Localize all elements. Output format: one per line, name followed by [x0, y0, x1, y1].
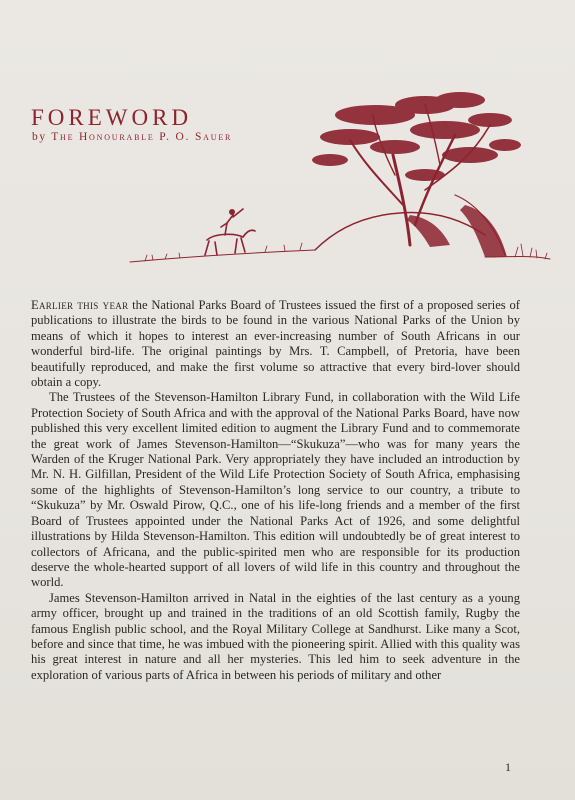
paragraph-2: The Trustees of the Stevenson-Hamilton Library Fund, in collaboration with the Wild Life Protection Society of South Africa and with the approval of the National Parks Board, have now published this very excellent limited edition to augment the Library Fund and to commemorate the great work of James Stevenson-Hamilton—“Skukuza”—who was for many years the Warden of the Kruger National Park. Very appropriately they have included an introduction by Mr. N. H. Gilfillan, President of the Wild Life Protection Society of South Africa, emphasising some of the highlights of Stevenson-Hamilton’s long service to our country, a tribute to “Skukuza” by Mr. Oswald Pirow, Q.C., one of his life-long friends and a member of the first Board of Trustees appointed under the National Parks Act of 1926, and some delightful illustrations by Hilda Stevenson-Hamilton. This edition will undoubtedly be of great interest to collectors of Africana, and the public-spirited men who are responsible for its production deserve the whole-hearted support of all lovers of wild life in this country and throughout the world. — [31, 390, 520, 590]
page-title: FOREWORD — [31, 105, 193, 131]
byline-prefix: by — [32, 131, 47, 143]
rider-landscape-illustration — [125, 85, 553, 275]
lead-in-text: Earlier this year — [31, 298, 129, 312]
foreword-body — [31, 298, 520, 683]
byline-author: The Honourable P. O. Sauer — [51, 131, 233, 143]
paragraph-1 — [31, 298, 520, 390]
paragraph-3: James Stevenson-Hamilton arrived in Natal in the eighties of the last century as a young army officer, brought up and trained in the traditions of an old Scottish family, Rugby the famous English public school, and the Royal Military College at Sandhurst. Like many a Scot, before and since that time, he was imbued with the pioneering spirit. Allied with this quality was his great interest in nature and all her mysteries. This led him to seek adventure in the exploration of various parts of Africa in between his periods of military and other — [31, 590, 520, 682]
paragraph-1-text: the National Parks Board of Trustees issued the first of a proposed series of publications to illustrate the birds to be found in the various National Parks of the Union by means of which it hopes to interest an ever-increasing number of South Africans in our wonderful bird-life. The original paintings by Mrs. T. Campbell, of Pretoria, have been beautifully reproduced, and make the first volume so attractive that every bird-lover should obtain a copy. — [31, 298, 520, 390]
page-number: 1 — [505, 760, 511, 774]
